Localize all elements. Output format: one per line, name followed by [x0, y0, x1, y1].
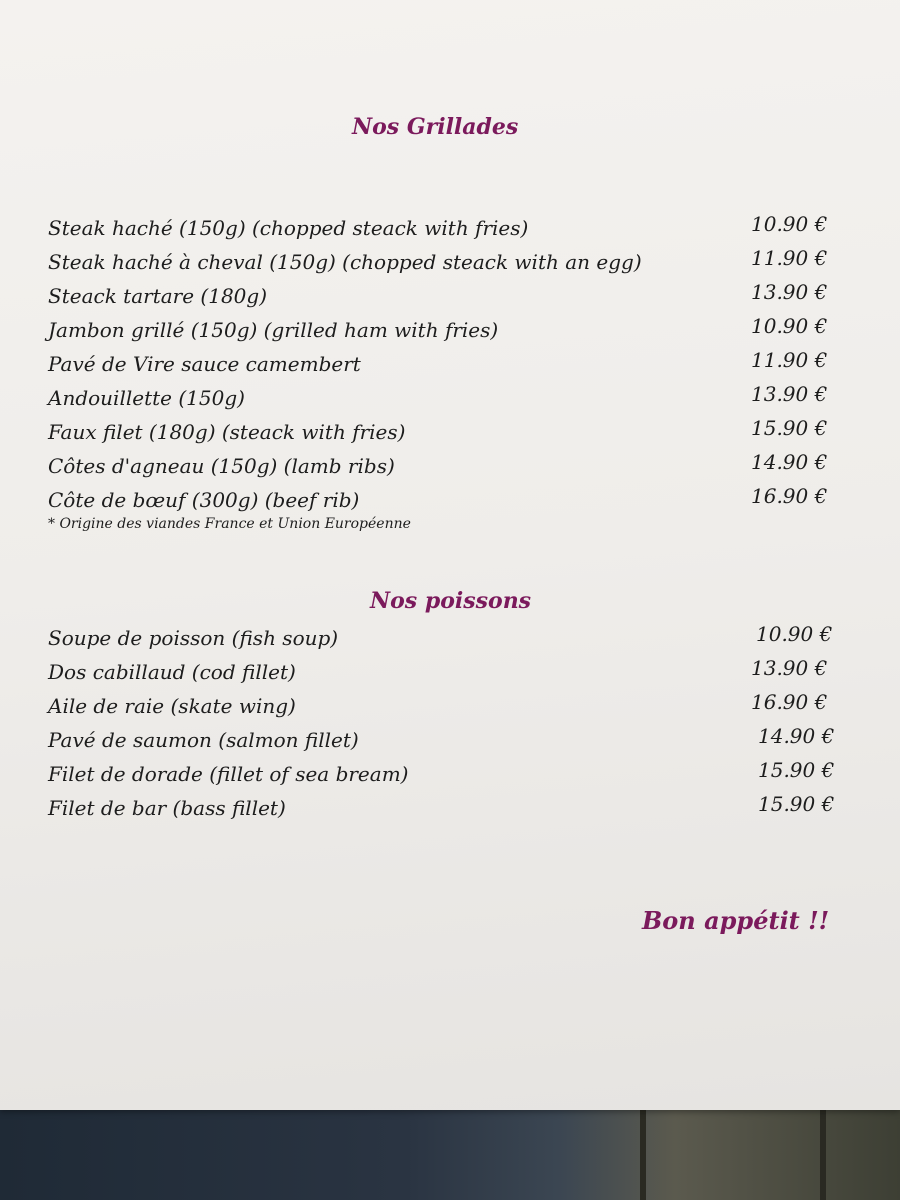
menu-item — [48, 416, 848, 450]
item-name: Filet de dorade (fillet of sea bream) — [48, 762, 409, 786]
item-name: Steak haché (150g) (chopped steack with fries) — [48, 216, 529, 240]
menu-item — [48, 724, 858, 758]
menu-item — [48, 450, 848, 484]
item-price: 15.90 € — [758, 792, 835, 816]
menu-item — [48, 690, 858, 724]
item-price: 14.90 € — [751, 450, 828, 474]
item-name: Dos cabillaud (cod fillet) — [48, 660, 296, 684]
wood-plank-divider — [640, 1108, 646, 1200]
item-price: 15.90 € — [751, 416, 828, 440]
item-name: Pavé de saumon (salmon fillet) — [48, 728, 359, 752]
grillades-list — [48, 212, 848, 518]
item-name: Faux filet (180g) (steack with fries) — [48, 420, 406, 444]
item-price: 13.90 € — [751, 656, 828, 680]
menu-item — [48, 314, 848, 348]
item-name: Steack tartare (180g) — [48, 284, 267, 308]
menu-item — [48, 280, 848, 314]
item-price: 10.90 € — [751, 212, 828, 236]
item-name: Filet de bar (bass fillet) — [48, 796, 286, 820]
item-price: 16.90 € — [751, 484, 828, 508]
item-price: 13.90 € — [751, 280, 828, 304]
item-price: 16.90 € — [751, 690, 828, 714]
poissons-list — [48, 622, 858, 826]
menu-item — [48, 212, 848, 246]
item-name: Jambon grillé (150g) (grilled ham with fries) — [48, 318, 499, 342]
menu-item — [48, 622, 858, 656]
item-name: Soupe de poisson (fish soup) — [48, 626, 339, 650]
item-name: Côtes d'agneau (150g) (lamb ribs) — [48, 454, 395, 478]
menu-item — [48, 792, 858, 826]
menu-item — [48, 382, 848, 416]
table-background — [0, 1108, 900, 1200]
item-name: Steak haché à cheval (150g) (chopped steack with an egg) — [48, 250, 642, 274]
item-price: 11.90 € — [751, 246, 828, 270]
bon-appetit-closing: Bon appétit !! — [642, 906, 830, 935]
item-name: Côte de bœuf (300g) (beef rib) — [48, 488, 360, 512]
wood-plank-divider — [820, 1108, 826, 1200]
menu-item — [48, 656, 858, 690]
item-price: 13.90 € — [751, 382, 828, 406]
item-price: 15.90 € — [758, 758, 835, 782]
item-name: Pavé de Vire sauce camembert — [48, 352, 361, 376]
menu-item — [48, 246, 848, 280]
menu-item — [48, 758, 858, 792]
item-name: Aile de raie (skate wing) — [48, 694, 296, 718]
item-price: 10.90 € — [751, 314, 828, 338]
poissons-title: Nos poissons — [370, 588, 532, 614]
menu-item — [48, 484, 848, 518]
grillades-title: Nos Grillades — [352, 114, 519, 140]
menu-item — [48, 348, 848, 382]
item-price: 14.90 € — [758, 724, 835, 748]
item-price: 10.90 € — [756, 622, 833, 646]
origin-footnote: * Origine des viandes France et Union Européenne — [48, 516, 411, 532]
item-name: Andouillette (150g) — [48, 386, 245, 410]
item-price: 11.90 € — [751, 348, 828, 372]
